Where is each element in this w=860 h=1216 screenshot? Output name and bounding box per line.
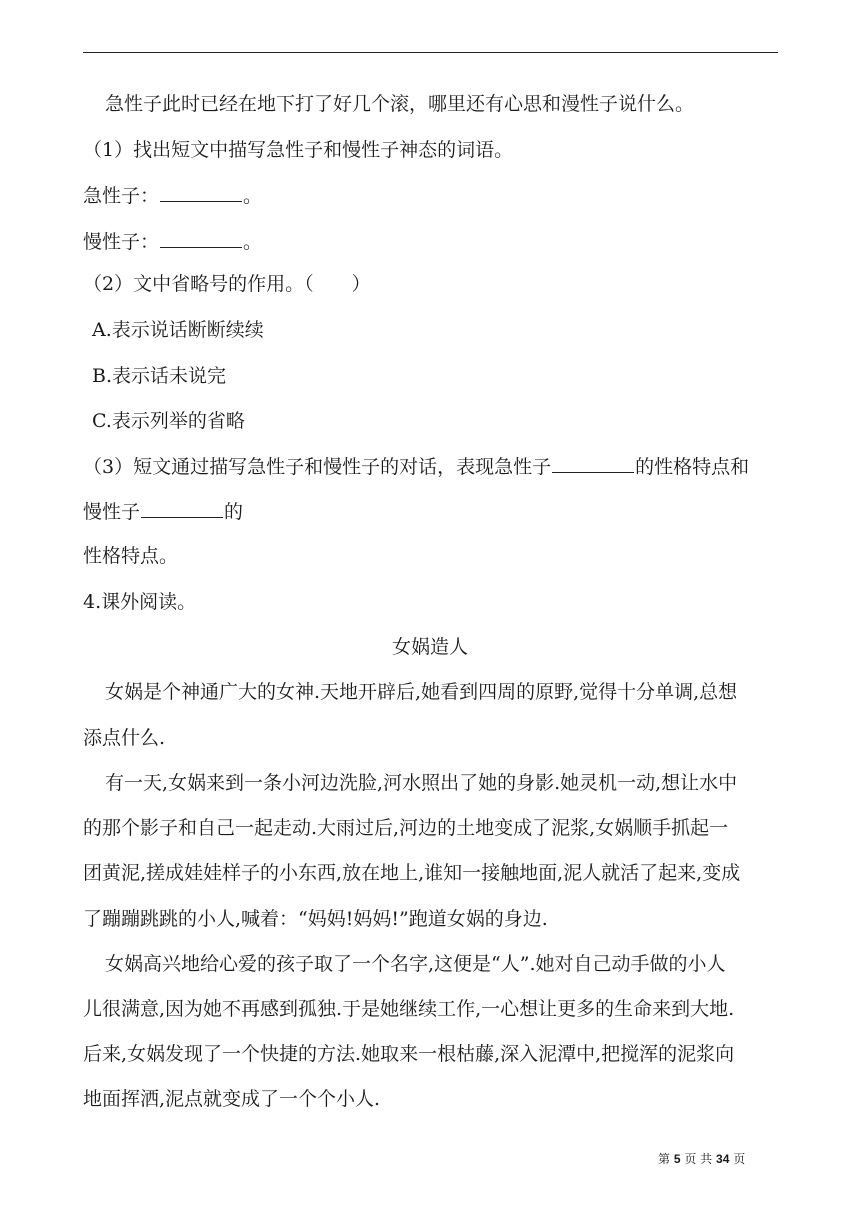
question-1-answer-b bbox=[83, 229, 262, 254]
header-rule bbox=[83, 52, 778, 53]
footer-post: 页 bbox=[733, 1152, 746, 1166]
question-3-part-3: 慢性子 bbox=[83, 501, 141, 523]
answer-a-end: 。 bbox=[243, 185, 263, 207]
question-3-blank-2[interactable] bbox=[141, 499, 223, 518]
total-pages-number: 34 bbox=[716, 1152, 730, 1166]
answer-b-label: 慢性子： bbox=[83, 231, 160, 253]
question-1-answer-a bbox=[83, 183, 262, 208]
page-number-footer bbox=[658, 1151, 745, 1167]
answer-b-end: 。 bbox=[243, 231, 263, 253]
story-line: 了蹦蹦跳跳的小人,喊着：“妈妈!妈妈!”跑道女娲的身边. bbox=[83, 908, 548, 930]
question-2-option-b: B.表示话未说完 bbox=[92, 365, 227, 387]
question-3-line-1 bbox=[83, 454, 749, 479]
question-2-option-c: C.表示列举的省略 bbox=[92, 410, 245, 432]
story-line: 地面挥洒,泥点就变成了一个个小人. bbox=[83, 1088, 381, 1110]
question-2-prompt: （2）文中省略号的作用。（ ） bbox=[83, 273, 371, 295]
story-line: 女娲是个神通广大的女神.天地开辟后,她看到四周的原野,觉得十分单调,总想 bbox=[105, 681, 738, 703]
story-line: 后来,女娲发现了一个快捷的方法.她取来一根枯藤,深入泥潭中,把搅浑的泥浆向 bbox=[83, 1043, 735, 1065]
story-line: 的那个影子和自己一起走动.大雨过后,河边的土地变成了泥浆,女娲顺手抓起一 bbox=[83, 817, 729, 839]
question-4-heading: 4.课外阅读。 bbox=[83, 591, 197, 613]
story-line: 女娲高兴地给心爱的孩子取了一个名字,这便是“人”.她对自己动手做的小人 bbox=[105, 953, 726, 975]
question-1-prompt: （1）找出短文中描写急性子和慢性子神态的词语。 bbox=[83, 139, 514, 161]
story-line: 添点什么. bbox=[83, 727, 166, 749]
answer-b-blank[interactable] bbox=[160, 229, 242, 248]
answer-a-label: 急性子： bbox=[83, 185, 160, 207]
passage-continuation: 急性子此时已经在地下打了好几个滚，哪里还有心思和漫性子说什么。 bbox=[105, 93, 695, 115]
question-3-line-2 bbox=[83, 499, 243, 524]
footer-pre: 第 bbox=[658, 1152, 671, 1166]
question-3-line-3: 性格特点。 bbox=[83, 545, 179, 567]
question-2-option-a: A.表示说话断断续续 bbox=[92, 319, 264, 341]
current-page-number: 5 bbox=[673, 1152, 681, 1166]
question-3-part-4: 的 bbox=[224, 501, 244, 523]
question-3-part-1: （3）短文通过描写急性子和慢性子的对话，表现急性子 bbox=[83, 456, 552, 478]
footer-mid: 页 共 bbox=[684, 1152, 713, 1166]
story-line: 有一天,女娲来到一条小河边洗脸,河水照出了她的身影.她灵机一动,想让水中 bbox=[105, 772, 738, 794]
story-line: 团黄泥,搓成娃娃样子的小东西,放在地上,谁知一接触地面,泥人就活了起来,变成 bbox=[83, 862, 741, 884]
question-3-blank-1[interactable] bbox=[552, 454, 634, 473]
story-line: 儿很满意,因为她不再感到孤独.于是她继续工作,一心想让更多的生命来到大地. bbox=[83, 998, 735, 1020]
story-title: 女娲造人 bbox=[391, 636, 468, 658]
answer-a-blank[interactable] bbox=[160, 183, 242, 202]
question-3-part-2: 的性格特点和 bbox=[635, 456, 750, 478]
